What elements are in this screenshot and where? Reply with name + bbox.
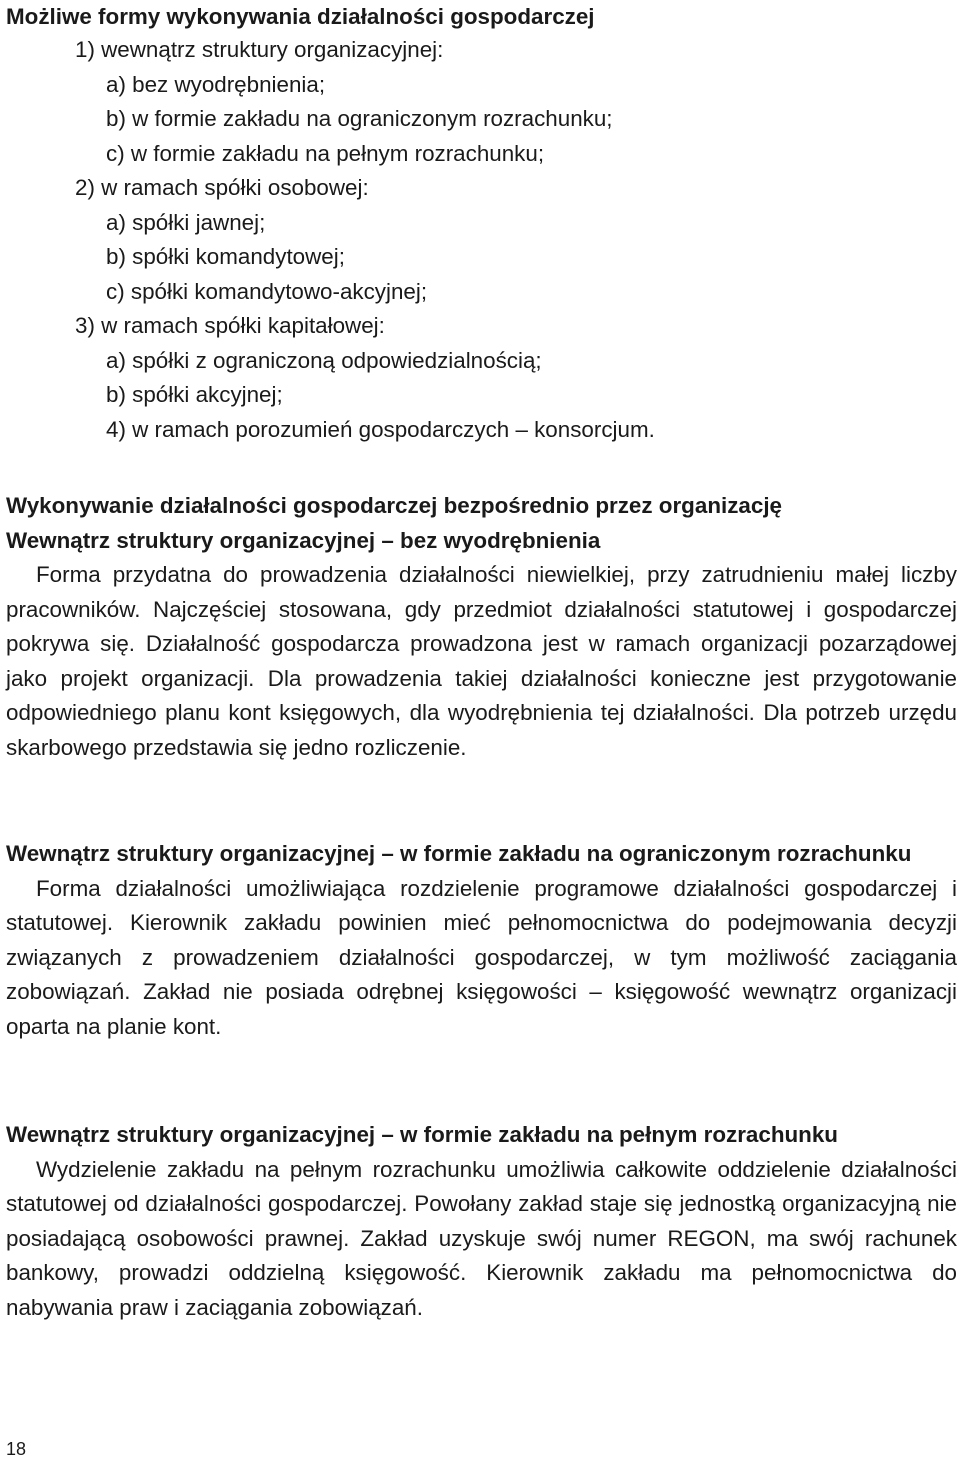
outline-item: b) spółki akcyjnej; <box>106 382 283 407</box>
outline-item: 3) w ramach spółki kapitałowej: <box>75 313 385 338</box>
outline-item: a) spółki jawnej; <box>106 209 266 235</box>
outline-item: b) w formie zakładu na ograniczonym rozrachunku; <box>106 106 613 131</box>
outline-item: 4) w ramach porozumień gospodarczych – konsorcjum. <box>106 416 655 442</box>
section-direct-without-separation <box>6 489 957 765</box>
outline-item: 1) wewnątrz struktury organizacyjnej: <box>75 37 444 62</box>
section-subheading: Wewnątrz struktury organizacyjnej – bez wyodrębnienia <box>6 527 601 553</box>
section-body: Forma działalności umożliwiająca rozdzielenie programowe działalności gospodarczej i statutowej. Kierownik zakładu powinien mieć pełnomocnictwa do podejmowania decyzji związanych z prowadzeniem działalności gospodarczej, w tym możliwość zaciągania zobowiązań. Zakład nie posiada odrębnej księgowości – księgowość wewnątrz organizacji oparta na planie kont. <box>6 875 957 1039</box>
section-full-settlement-unit <box>6 1118 957 1325</box>
outline-item: b) spółki komandytowej; <box>106 244 345 269</box>
section-body: Wydzielenie zakładu na pełnym rozrachunku umożliwia całkowite oddzielenie działalności statutowej od działalności gospodarczej. Powołany zakład staje się jednostką organizacyjną nie posiadającą osobowości prawnej. Zakład uzyskuje swój numer REGON, ma swój rachunek bankowy, prowadzi oddzielną księgowość. Kierownik zakładu ma pełnomocnictwa do nabywania praw i zaciągania zobowiązań. <box>6 1156 957 1320</box>
page-title: Możliwe formy wykonywania działalności gospodarczej <box>6 4 595 29</box>
section-body: Forma przydatna do prowadzenia działalności niewielkiej, przy zatrudnieniu małej liczby pracowników. Najczęściej stosowana, gdy przedmiot działalności statutowej i gospodarczej pokrywa się. Działalność gospodarcza prowadzona jest w ramach organizacji pozarządowej jako projekt organizacji. Dla prowadzenia takiej działalności konieczne jest przygotowanie odpowiedniego planu kont księgowych, dla wyodrębnienia tej działalności. Dla potrzeb urzędu skarbowego przedstawia się jedno rozliczenie. <box>6 562 957 760</box>
outline-item: a) bez wyodrębnienia; <box>106 71 326 97</box>
page-number: 18 <box>6 1439 27 1459</box>
outline-item: 2) w ramach spółki osobowej: <box>75 175 369 200</box>
section-heading: Wewnątrz struktury organizacyjnej – w formie zakładu na ograniczonym rozrachunku <box>6 841 912 866</box>
section-limited-settlement-unit <box>6 837 957 1044</box>
outline-item: a) spółki z ograniczoną odpowiedzialnością; <box>106 347 542 373</box>
section-heading: Wewnątrz struktury organizacyjnej – w formie zakładu na pełnym rozrachunku <box>6 1122 838 1147</box>
forms-outline-list <box>6 33 655 447</box>
section-heading: Wykonywanie działalności gospodarczej bezpośrednio przez organizację <box>6 493 782 518</box>
outline-item: c) w formie zakładu na pełnym rozrachunku; <box>106 140 545 166</box>
outline-item: c) spółki komandytowo-akcyjnej; <box>106 278 428 304</box>
